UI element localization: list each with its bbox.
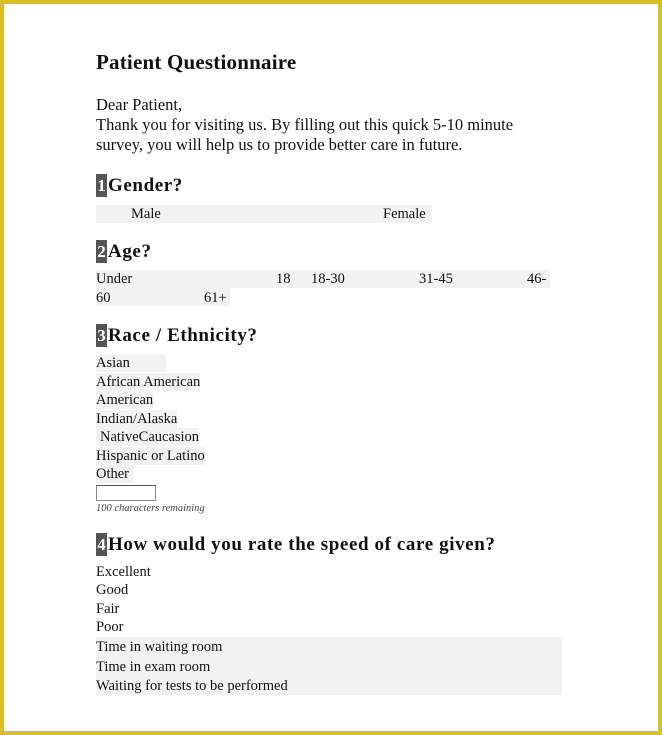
- age-option-61-plus[interactable]: 61+: [204, 290, 227, 306]
- gender-option-female[interactable]: Female: [383, 206, 426, 222]
- question-4-heading: [96, 533, 495, 556]
- page-title: Patient Questionnaire: [96, 50, 297, 74]
- question-number-badge: 2: [97, 242, 106, 261]
- race-option-american[interactable]: American: [96, 392, 154, 408]
- question-3-heading: [96, 324, 258, 347]
- age-option-under[interactable]: Under: [96, 271, 133, 287]
- intro-greeting: Dear Patient,: [96, 95, 183, 114]
- question-number-badge: 3: [97, 326, 106, 345]
- race-option-indian-alaska[interactable]: Indian/Alaska: [96, 411, 178, 427]
- subitem-time-in-exam-room: Time in exam room: [96, 659, 211, 675]
- characters-remaining-note: 100 characters remaining: [96, 503, 205, 514]
- speed-option-fair[interactable]: Fair: [96, 601, 120, 617]
- gender-option-male[interactable]: Male: [131, 206, 161, 222]
- question-number-badge: 4: [97, 535, 106, 554]
- race-option-hispanic-latino[interactable]: Hispanic or Latino: [96, 448, 205, 464]
- speed-option-poor[interactable]: Poor: [96, 619, 124, 635]
- question-text: How would you rate the speed of care given?: [108, 533, 496, 555]
- question-number-badge: 1: [97, 176, 106, 195]
- subitem-time-in-waiting-room: Time in waiting room: [96, 639, 223, 655]
- age-option-60[interactable]: 60: [96, 290, 111, 306]
- question-text: Gender?: [108, 174, 183, 196]
- speed-option-excellent[interactable]: Excellent: [96, 564, 151, 580]
- speed-option-good[interactable]: Good: [96, 582, 129, 598]
- question-text: Age?: [108, 240, 152, 262]
- other-ethnicity-input[interactable]: [96, 485, 156, 501]
- question-text: Race / Ethnicity?: [108, 324, 258, 346]
- age-option-46[interactable]: 46-: [527, 271, 547, 287]
- race-option-other[interactable]: Other: [96, 465, 134, 483]
- age-option-31-45[interactable]: 31-45: [419, 271, 453, 287]
- race-option-african-american[interactable]: African American: [96, 374, 201, 390]
- question-1-heading: [96, 174, 183, 197]
- question-2-heading: [96, 240, 152, 263]
- intro-line-1: Thank you for visiting us. By filling out this quick 5-10 minute: [96, 115, 514, 134]
- subitem-waiting-for-tests: Waiting for tests to be performed: [96, 678, 288, 694]
- intro-line-2: survey, you will help us to provide better care in future.: [96, 135, 463, 154]
- race-option-native-caucasian[interactable]: NativeCaucasion: [96, 428, 199, 446]
- race-option-asian[interactable]: Asian: [96, 354, 166, 372]
- intro-text: [96, 95, 513, 155]
- age-option-18[interactable]: 18: [276, 271, 291, 287]
- age-option-18-30[interactable]: 18-30: [311, 271, 345, 287]
- questionnaire-page: [4, 4, 658, 731]
